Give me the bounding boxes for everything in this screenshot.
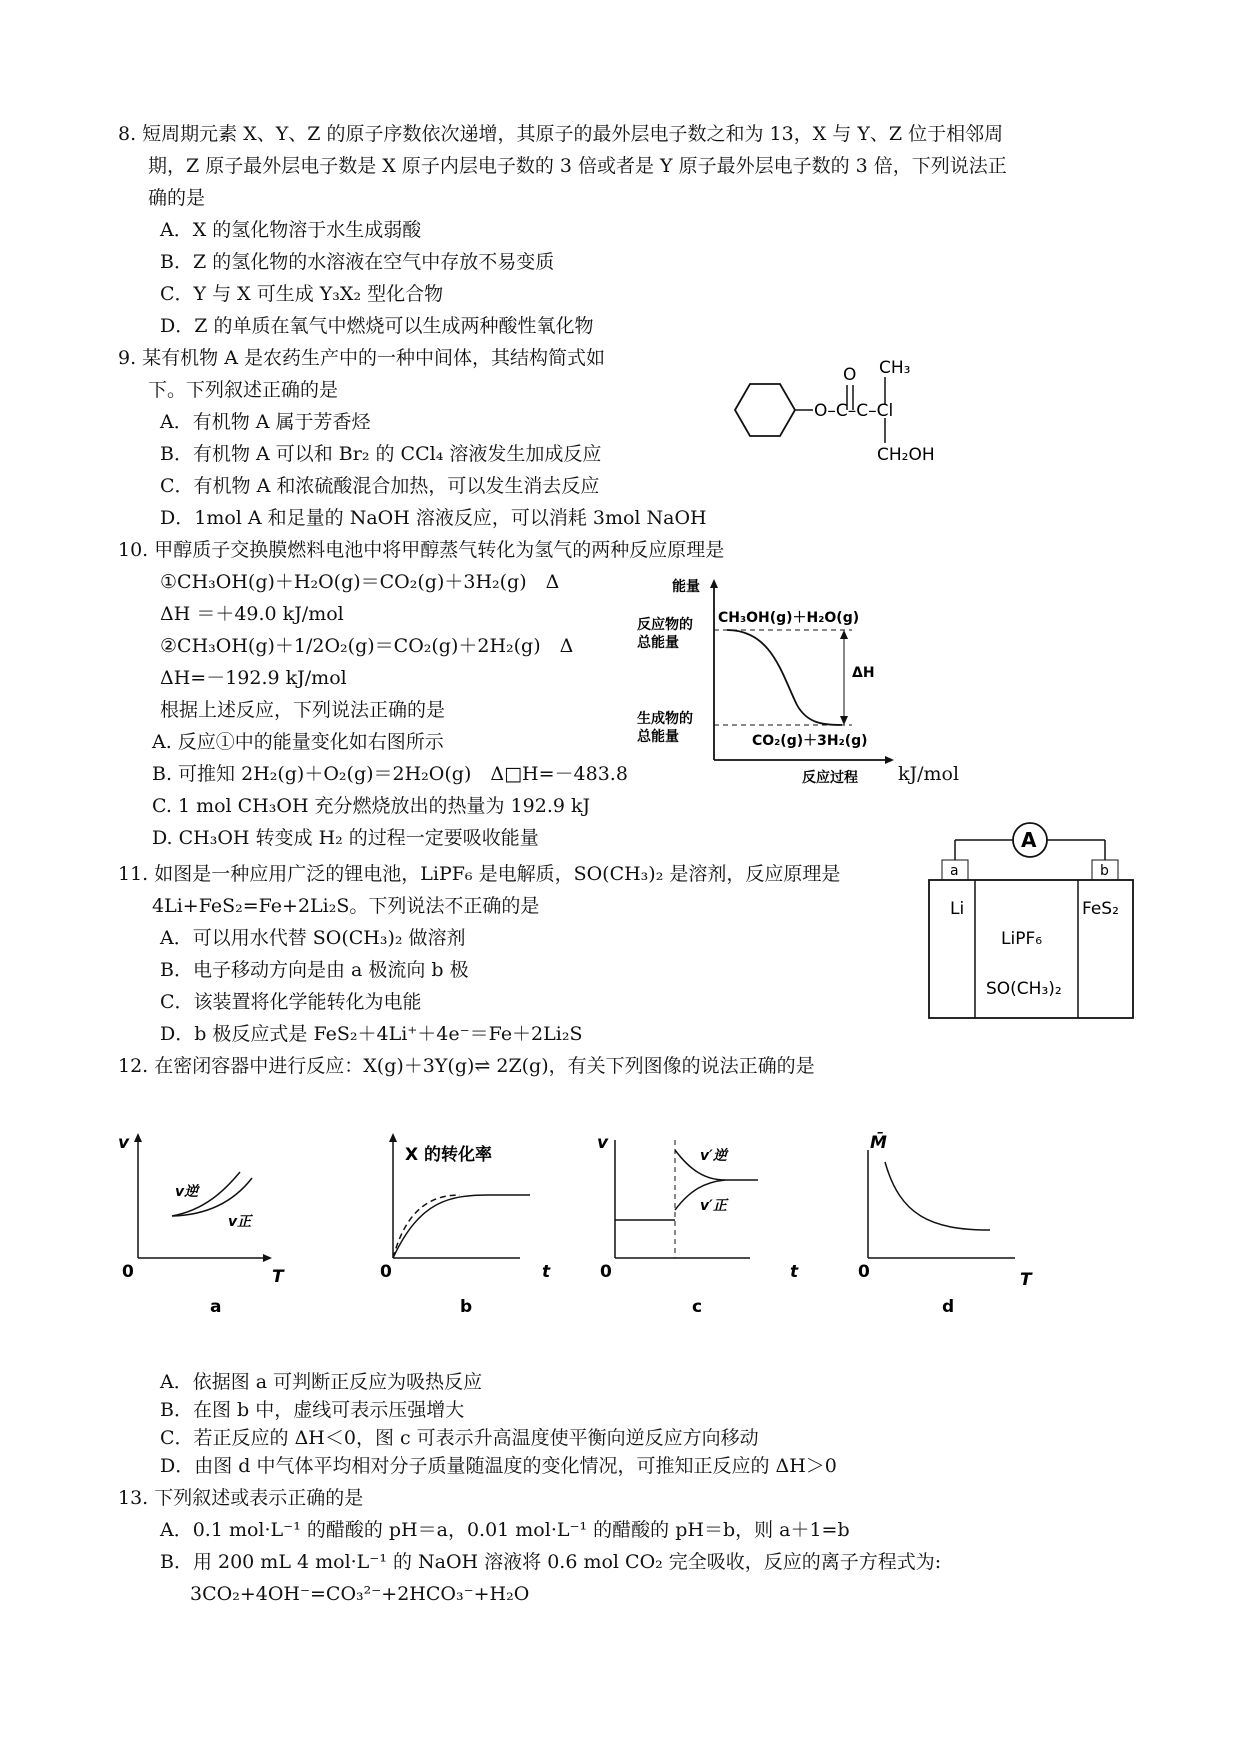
q11-stem: 11. 如图是一种应用广泛的锂电池，LiPF₆ 是电解质，SO(CH₃)₂ 是溶剂，反应原理是 bbox=[118, 863, 841, 885]
reactants-energy-label: 反应物的 bbox=[637, 617, 693, 633]
graph-d bbox=[858, 1131, 1033, 1317]
q8-option-a: A．X 的氢化物溶于水生成弱酸 bbox=[160, 219, 422, 241]
time-axis-label: t bbox=[790, 1262, 799, 1282]
t-axis-label: T bbox=[1020, 1270, 1032, 1290]
q10-ask: 根据上述反应，下列说法正确的是 bbox=[160, 699, 446, 721]
q8-option-c: C．Y 与 X 可生成 Y₃X₂ 型化合物 bbox=[160, 283, 444, 305]
q11-battery-diagram bbox=[925, 810, 1140, 1025]
q9-option-c: C．有机物 A 和浓硫酸混合加热，可以发生消去反应 bbox=[160, 475, 600, 497]
ammeter-label: A bbox=[1021, 828, 1037, 852]
v-prime-reverse-label: v′逆 bbox=[700, 1148, 727, 1164]
graph-b-caption: b bbox=[460, 1297, 473, 1317]
q9-stem: 9. 某有机物 A 是农药生产中的一种中间体，其结构简式如 bbox=[118, 347, 605, 369]
graph-d-caption: d bbox=[942, 1297, 955, 1317]
q12-option-a: A．依据图 a 可判断正反应为吸热反应 bbox=[160, 1371, 483, 1393]
energy-axis-label: 能量 bbox=[672, 579, 700, 595]
v-prime-forward-label: v′正 bbox=[700, 1198, 727, 1214]
q9-stem: 下。下列叙述正确的是 bbox=[148, 379, 339, 401]
q9-option-d: D．1mol A 和足量的 NaOH 溶液反应，可以消耗 3mol NaOH bbox=[160, 507, 707, 529]
q8-option-d: D．Z 的单质在氧气中燃烧可以生成两种酸性氧化物 bbox=[160, 315, 594, 337]
q10-reaction-1: ①CH₃OH(g)＋H₂O(g)＝CO₂(g)＋3H₂(g) Δ bbox=[160, 571, 560, 593]
q9-struct-chain: O–C–C–Cl bbox=[814, 401, 894, 421]
q10-energy-diagram bbox=[632, 575, 897, 785]
q13-option-b: B．用 200 mL 4 mol·L⁻¹ 的 NaOH 溶液将 0.6 mol CO₂ 完全吸收，反应的离子方程式为: bbox=[160, 1551, 942, 1573]
q10-stem: 10. 甲醇质子交换膜燃料电池中将甲醇蒸气转化为氢气的两种反应原理是 bbox=[118, 539, 725, 561]
graph-a-caption: a bbox=[210, 1297, 222, 1317]
q10-option-b-unit: kJ/mol bbox=[898, 763, 960, 785]
products-label: CO₂(g)＋3H₂(g) bbox=[752, 733, 868, 749]
q8-option-b: B．Z 的氢化物的水溶液在空气中存放不易变质 bbox=[160, 251, 555, 273]
v-forward-label: v正 bbox=[228, 1214, 252, 1230]
solvent-label: SO(CH₃)₂ bbox=[986, 979, 1062, 999]
delta-h-label: ΔH bbox=[852, 665, 875, 681]
q8-stem: 期，Z 原子最外层电子数是 X 原子内层电子数的 3 倍或者是 Y 原子最外层电子数的 3 倍，下列说法正 bbox=[148, 155, 1007, 177]
q9-option-a: A．有机物 A 属于芳香烃 bbox=[160, 411, 371, 433]
graph-c-caption: c bbox=[692, 1297, 703, 1317]
graph-b bbox=[380, 1133, 551, 1317]
products-energy-label: 总能量 bbox=[637, 729, 679, 745]
q9-struct-o: O bbox=[843, 365, 857, 385]
q11-option-c: C．该装置将化学能转化为电能 bbox=[160, 991, 422, 1013]
q12-stem: 12. 在密闭容器中进行反应：X(g)＋3Y(g)⇌ 2Z(g)，有关下列图像的说法正确的是 bbox=[118, 1055, 815, 1077]
q10-option-d: D. CH₃OH 转变成 H₂ 的过程一定要吸收能量 bbox=[152, 827, 539, 849]
q11-option-a: A．可以用水代替 SO(CH₃)₂ 做溶剂 bbox=[160, 927, 466, 949]
origin-label: 0 bbox=[858, 1262, 870, 1282]
q10-option-a: A. 反应①中的能量变化如右图所示 bbox=[152, 731, 444, 753]
q8-stem: 8. 短周期元素 X、Y、Z 的原子序数依次递增，其原子的最外层电子数之和为 13，X 与 Y、Z 位于相邻周 bbox=[118, 123, 1004, 145]
v-axis-label: v bbox=[597, 1133, 609, 1153]
t-axis-label: T bbox=[272, 1267, 284, 1287]
time-axis-label: t bbox=[542, 1262, 551, 1282]
q9-option-b: B．有机物 A 可以和 Br₂ 的 CCl₄ 溶液发生加成反应 bbox=[160, 443, 602, 465]
electrode-a-label: a bbox=[950, 863, 959, 879]
graph-c bbox=[597, 1133, 799, 1317]
graph-a bbox=[118, 1133, 285, 1317]
electrode-b-label: b bbox=[1100, 863, 1109, 879]
reactants-energy-label: 总能量 bbox=[637, 635, 679, 651]
electrolyte-label: LiPF₆ bbox=[1001, 929, 1043, 949]
fes2-electrode-label: FeS₂ bbox=[1082, 899, 1119, 919]
q10-option-c: C. 1 mol CH₃OH 充分燃烧放出的热量为 192.9 kJ bbox=[152, 795, 591, 817]
conversion-axis-label: X 的转化率 bbox=[405, 1145, 493, 1165]
q11-option-b: B．电子移动方向是由 a 极流向 b 极 bbox=[160, 959, 469, 981]
reactants-label: CH₃OH(g)＋H₂O(g) bbox=[718, 610, 860, 626]
q13-stem: 13. 下列叙述或表示正确的是 bbox=[118, 1487, 364, 1509]
li-electrode-label: Li bbox=[950, 899, 965, 919]
products-energy-label: 生成物的 bbox=[637, 711, 693, 727]
origin-label: 0 bbox=[380, 1262, 392, 1282]
q9-struct-ch2oh: CH₂OH bbox=[877, 445, 935, 465]
v-reverse-label: v逆 bbox=[175, 1184, 199, 1200]
q9-struct-ch3: CH₃ bbox=[879, 358, 911, 378]
q10-reaction-2: ②CH₃OH(g)＋1/2O₂(g)＝CO₂(g)＋2H₂(g) Δ bbox=[160, 635, 574, 657]
q13-option-a: A．0.1 mol·L⁻¹ 的醋酸的 pH＝a，0.01 mol·L⁻¹ 的醋酸的 pH＝b，则 a＋1=b bbox=[160, 1519, 850, 1541]
q12-option-d: D．由图 d 中气体平均相对分子质量随温度的变化情况，可推知正反应的 ΔH＞0 bbox=[160, 1455, 837, 1477]
q9-structure-diagram bbox=[695, 355, 935, 465]
q12-graphs bbox=[110, 1120, 1060, 1330]
q12-option-c: C．若正反应的 ΔH＜0，图 c 可表示升高温度使平衡向逆反应方向移动 bbox=[160, 1427, 759, 1449]
origin-label: 0 bbox=[122, 1262, 134, 1282]
q10-option-b: B. 可推知 2H₂(g)＋O₂(g)＝2H₂O(g) Δ□H=－483.8 bbox=[152, 763, 628, 785]
q11-option-d: D．b 极反应式是 FeS₂＋4Li⁺＋4e⁻＝Fe＋2Li₂S bbox=[160, 1023, 583, 1045]
q11-stem: 4Li+FeS₂=Fe+2Li₂S。下列说法不正确的是 bbox=[152, 895, 540, 917]
q13-option-b-equation: 3CO₂+4OH⁻=CO₃²⁻+2HCO₃⁻+H₂O bbox=[190, 1583, 530, 1605]
q10-reaction-2-dh: ΔH=－192.9 kJ/mol bbox=[160, 667, 347, 689]
q8-stem: 确的是 bbox=[148, 187, 206, 209]
q12-option-b: B．在图 b 中，虚线可表示压强增大 bbox=[160, 1399, 465, 1421]
m-axis-label: M̄ bbox=[870, 1133, 887, 1153]
q10-reaction-1-dh: ΔH ＝＋49.0 kJ/mol bbox=[160, 603, 344, 625]
reaction-process-label: 反应过程 bbox=[802, 770, 858, 786]
v-axis-label: v bbox=[118, 1133, 130, 1153]
origin-label: 0 bbox=[600, 1262, 612, 1282]
